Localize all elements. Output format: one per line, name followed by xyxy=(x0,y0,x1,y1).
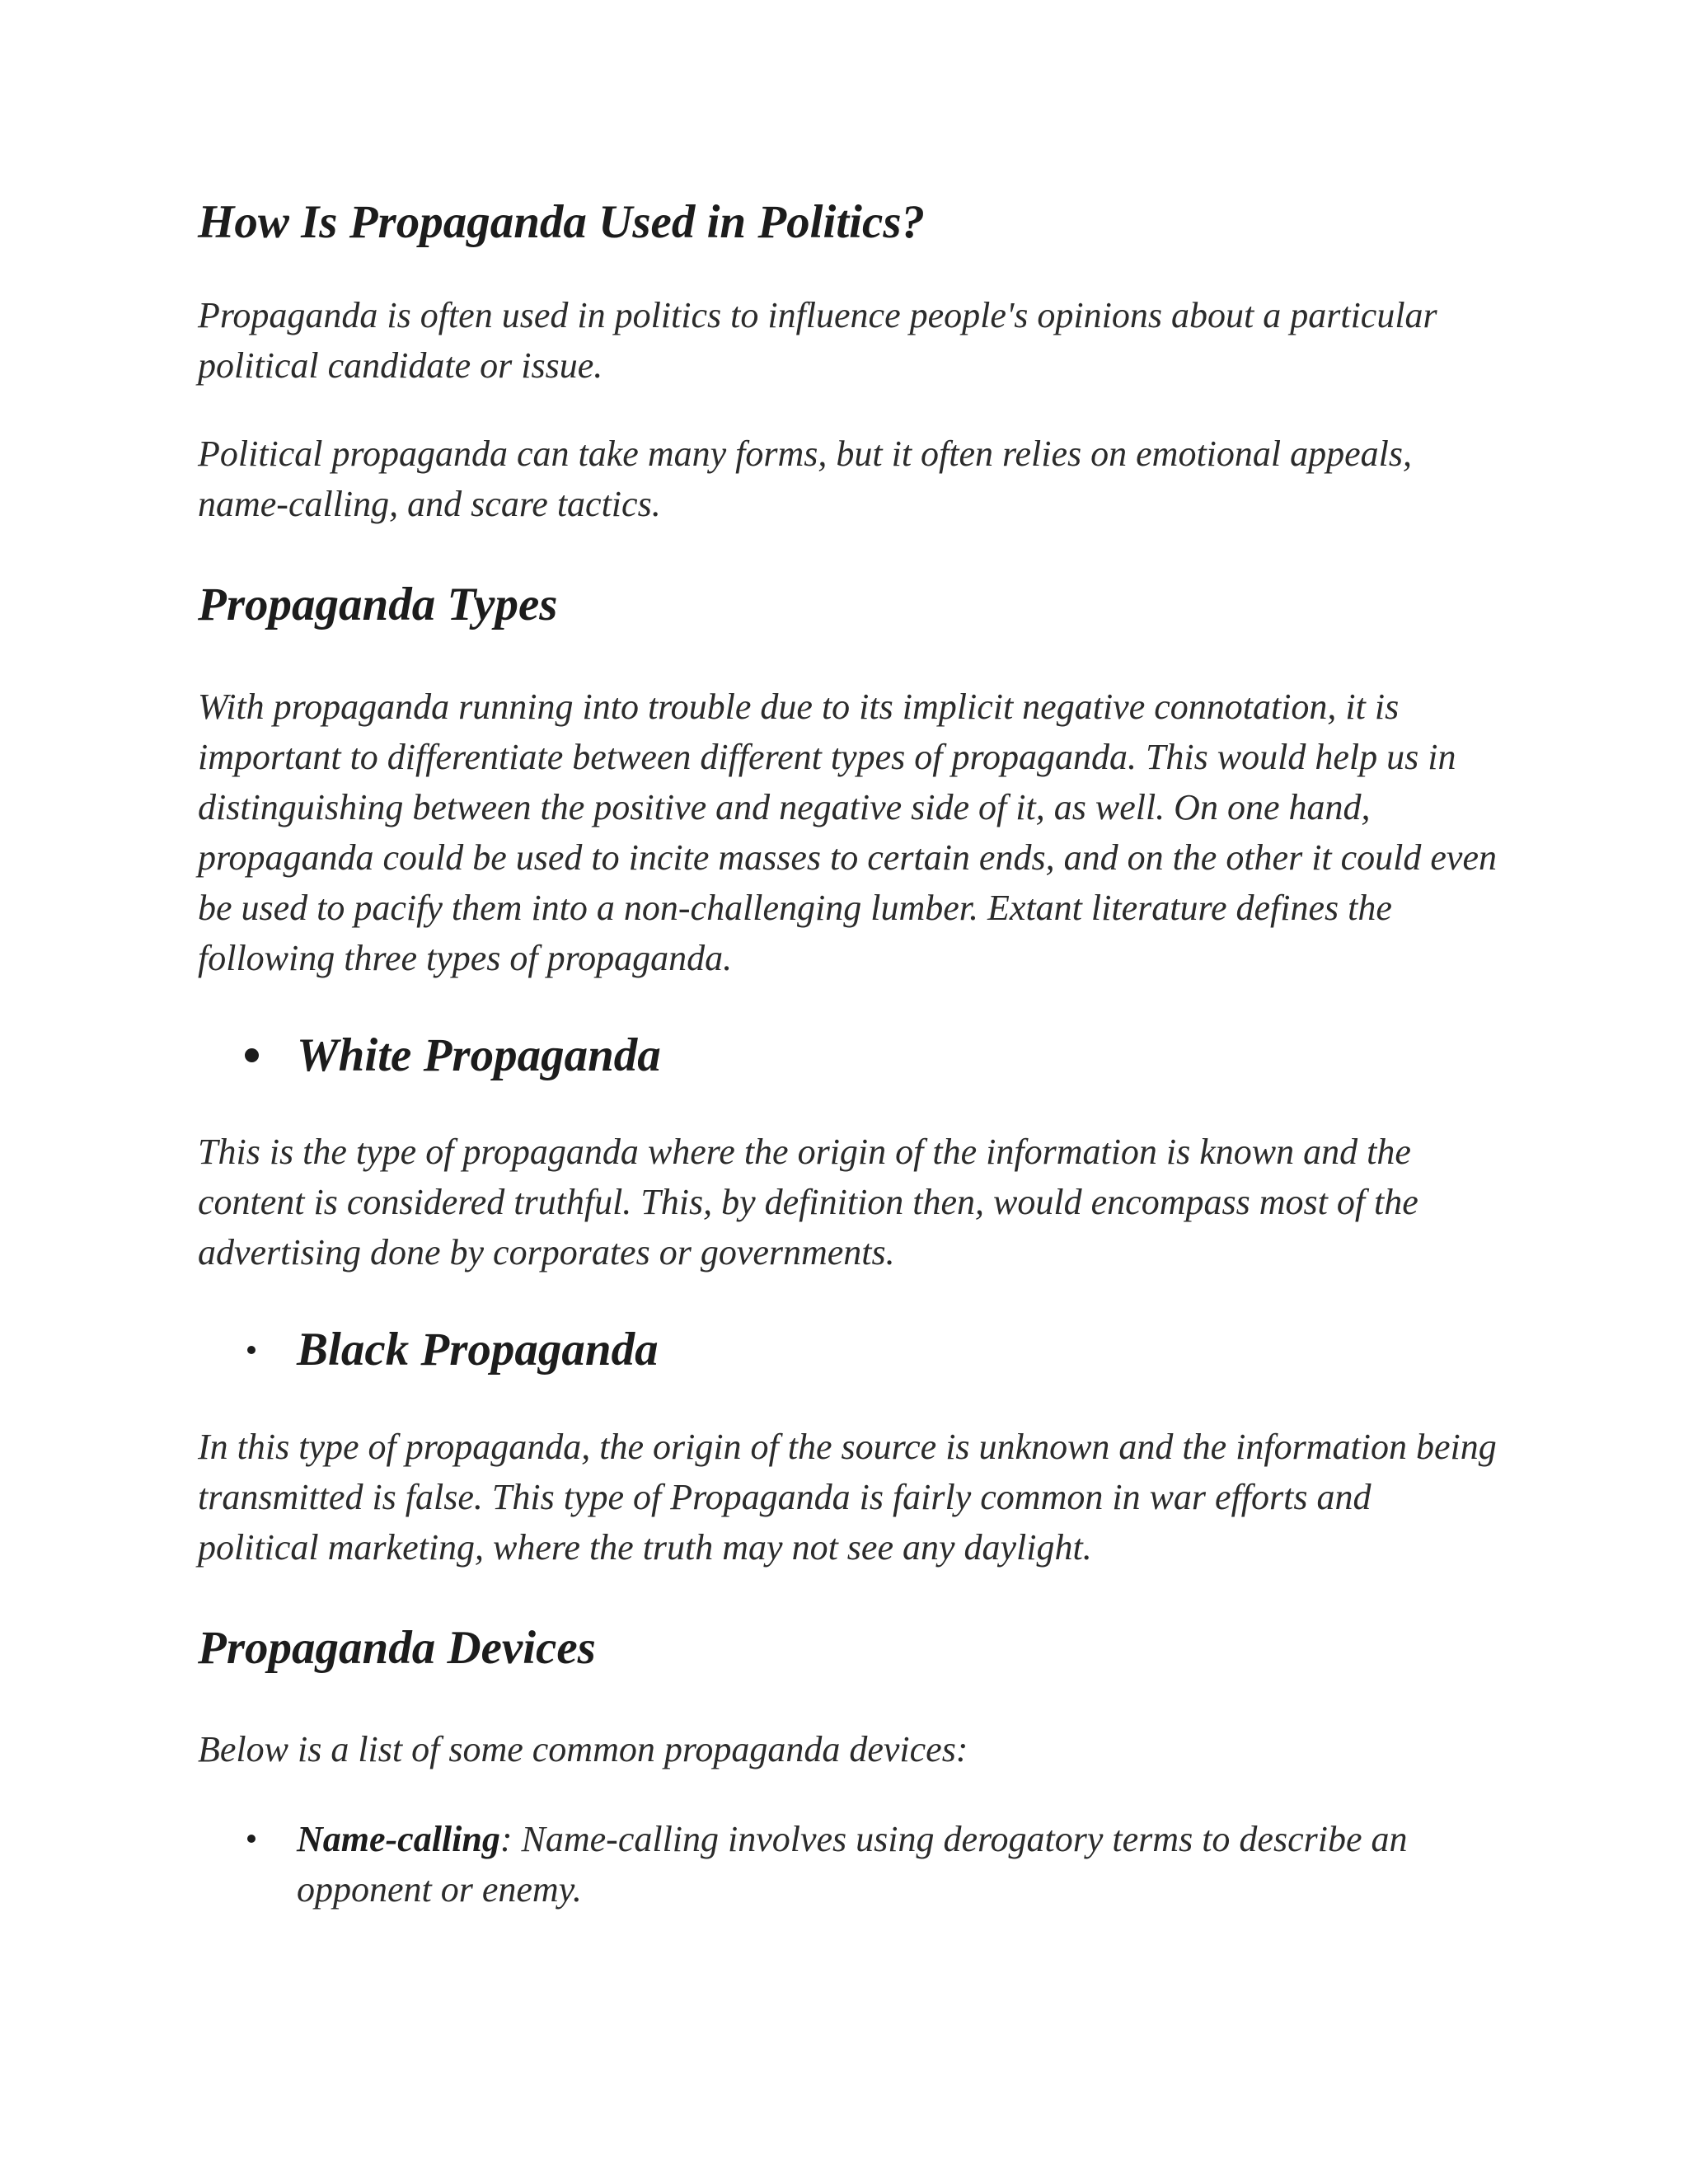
device-term: Name-calling xyxy=(297,1818,500,1859)
type-heading-label: Black Propaganda xyxy=(297,1324,659,1376)
section-heading-types: Propaganda Types xyxy=(198,579,558,631)
type-heading-black xyxy=(198,1322,1500,1378)
intro-paragraph: Political propaganda can take many forms, but it often relies on emotional appeals, name-calling, and scare tactics. xyxy=(198,434,1413,525)
page-title: How Is Propaganda Used in Politics? xyxy=(198,196,925,248)
devices-list xyxy=(198,1814,1500,1915)
type-description-white: This is the type of propaganda where the origin of the information is known and the content is considered truthful. This, by definition then, would encompass most of the advertising done by corporates or governments. xyxy=(198,1132,1418,1273)
device-description: Name-calling involves using derogatory terms to describe an opponent or enemy. xyxy=(297,1818,1408,1910)
bullet-icon xyxy=(198,1048,297,1062)
devices-intro: Below is a list of some common propaganda devices: xyxy=(198,1728,968,1769)
document-content xyxy=(198,194,1500,1915)
type-heading-white xyxy=(198,1028,1500,1084)
section-heading-devices: Propaganda Devices xyxy=(198,1621,596,1674)
types-paragraph: With propaganda running into trouble due to its implicit negative connotation, it is important to differentiate between different types of propaganda. This would help us in distinguishing between the positive and negative side of it, as well. On one hand, propaganda could be used to incite masses to certain ends, and on the other it could even be used to pacify them into a non-challenging lumber. Extant literature defines the following three types of propaganda. xyxy=(198,686,1497,978)
device-separator: : xyxy=(499,1818,513,1859)
intro-paragraph: Propaganda is often used in politics to influence people's opinions about a particular political candidate or issue. xyxy=(198,295,1437,387)
bullet-icon xyxy=(198,1346,297,1354)
type-heading-label: White Propaganda xyxy=(297,1029,661,1081)
device-text xyxy=(297,1814,1500,1915)
list-item xyxy=(198,1814,1500,1915)
type-description-black: In this type of propaganda, the origin of the source is unknown and the information being transmitted is false. This type of Propaganda is fairly common in war efforts and political marketing, where the truth may not see any daylight. xyxy=(198,1426,1497,1568)
bullet-icon xyxy=(198,1814,297,1864)
